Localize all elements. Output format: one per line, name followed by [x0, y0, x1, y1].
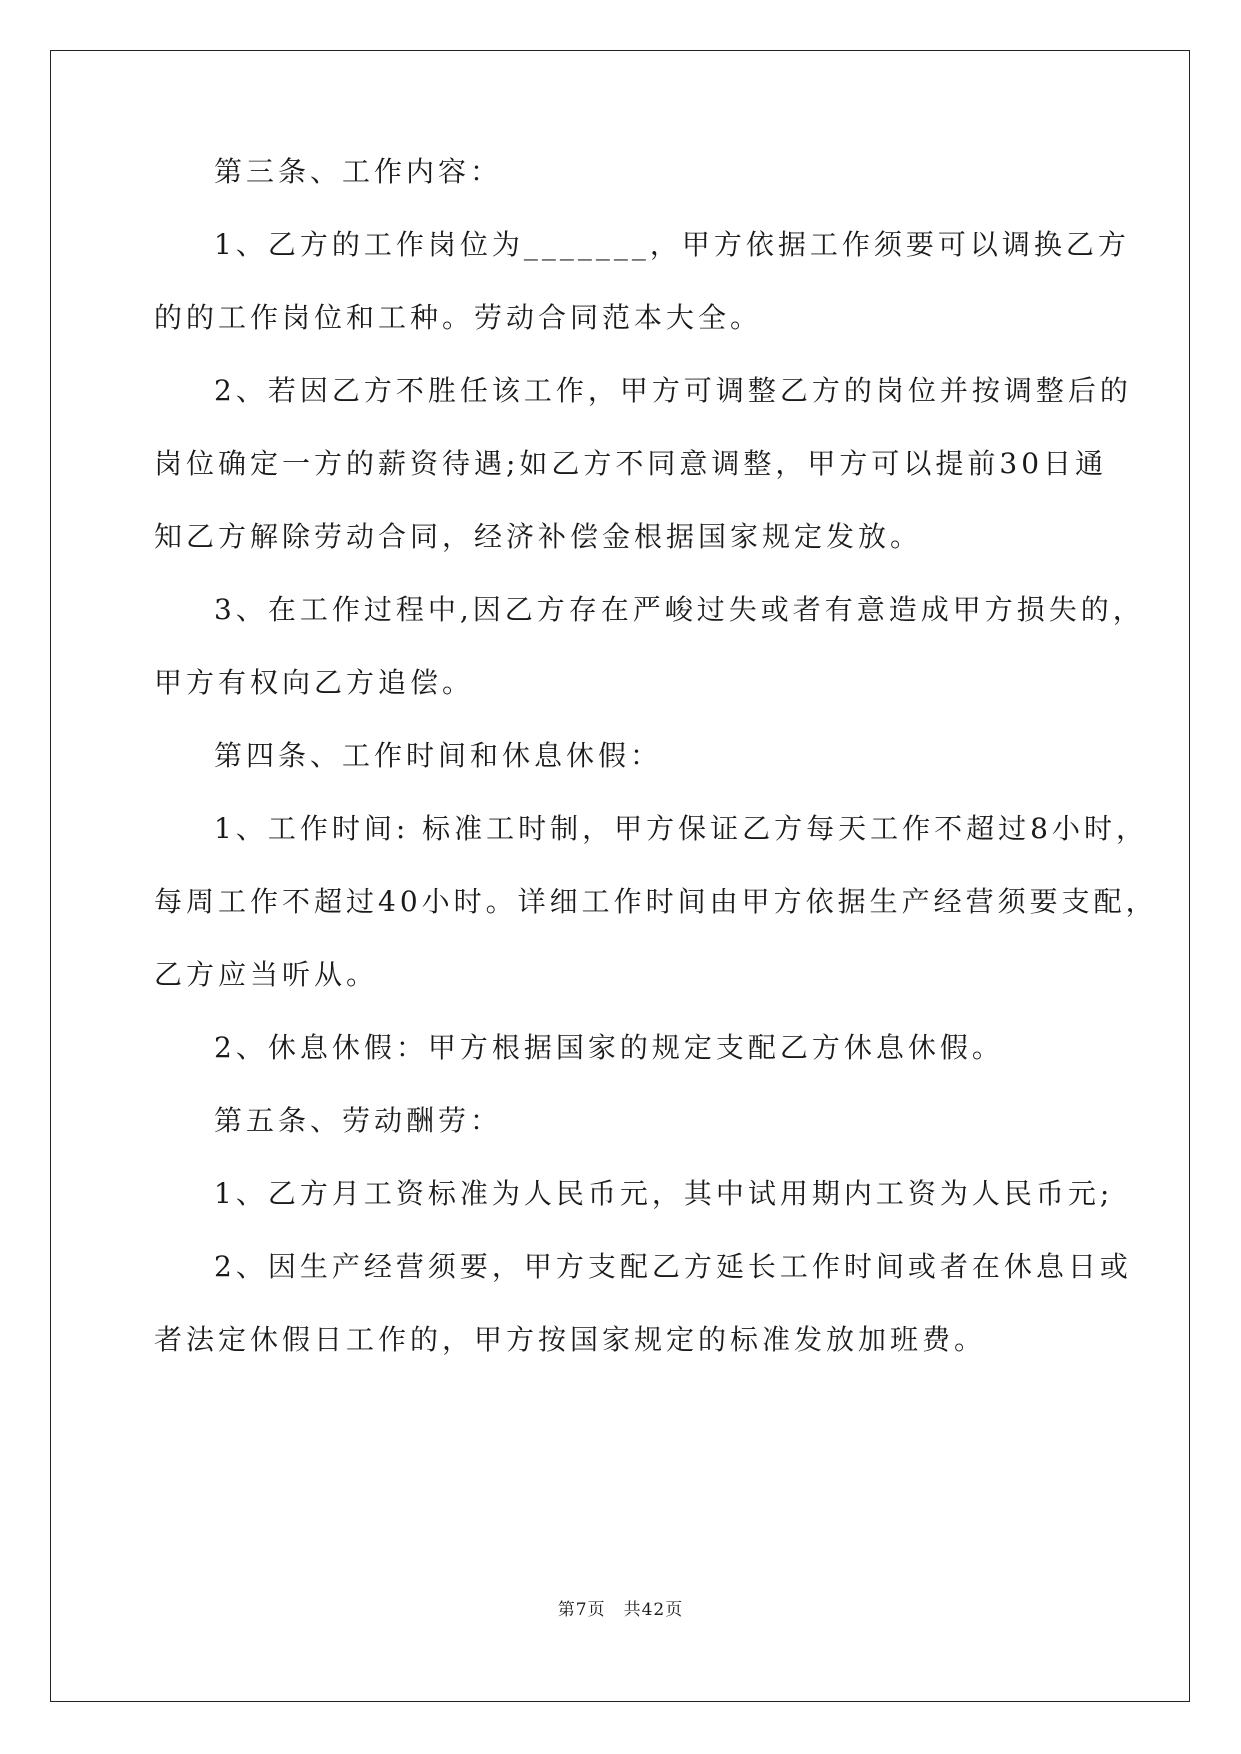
paragraph-line: 3、在工作过程中,因乙方存在严峻过失或者有意造成甲方损失的，: [214, 593, 1145, 626]
paragraph-line: 2、休息休假：甲方根据国家的规定支配乙方休息休假。: [214, 1031, 1004, 1064]
paragraph-line: 乙方应当听从。: [154, 958, 379, 991]
section-heading-4: 第四条、工作时间和休息休假：: [214, 739, 663, 772]
section-heading-5: 第五条、劳动酬劳：: [214, 1104, 503, 1137]
paragraph-line: 每周工作不超过40小时。详细工作时间由甲方依据生产经营须要支配，: [154, 885, 1158, 918]
page-number: 第7页: [557, 1600, 606, 1620]
section-heading-3: 第三条、工作内容：: [214, 155, 503, 188]
paragraph-line: 1、乙方月工资标准为人民币元，其中试用期内工资为人民币元;: [214, 1177, 1114, 1210]
paragraph-line: 知乙方解除劳动合同，经济补偿金根据国家规定发放。: [154, 520, 923, 553]
paragraph-line: 岗位确定一方的薪资待遇;如乙方不同意调整，甲方可以提前30日通: [154, 447, 1108, 480]
page-footer: [0, 1598, 1241, 1622]
paragraph-line: 甲方有权向乙方追偿。: [154, 666, 475, 699]
paragraph-line: 2、因生产经营须要，甲方支配乙方延长工作时间或者在休息日或: [214, 1250, 1132, 1283]
paragraph-line: 1、工作时间: 标准工时制，甲方保证乙方每天工作不超过8小时，: [214, 812, 1148, 845]
paragraph-line: 的的工作岗位和工种。劳动合同范本大全。: [154, 301, 763, 334]
paragraph-line: 1、乙方的工作岗位为_______，甲方依据工作须要可以调换乙方: [214, 228, 1130, 261]
page-total: 共42页: [623, 1600, 684, 1620]
paragraph-line: 2、若因乙方不胜任该工作，甲方可调整乙方的岗位并按调整后的: [214, 374, 1132, 407]
paragraph-line: 者法定休假日工作的，甲方按国家规定的标准发放加班费。: [154, 1323, 987, 1356]
